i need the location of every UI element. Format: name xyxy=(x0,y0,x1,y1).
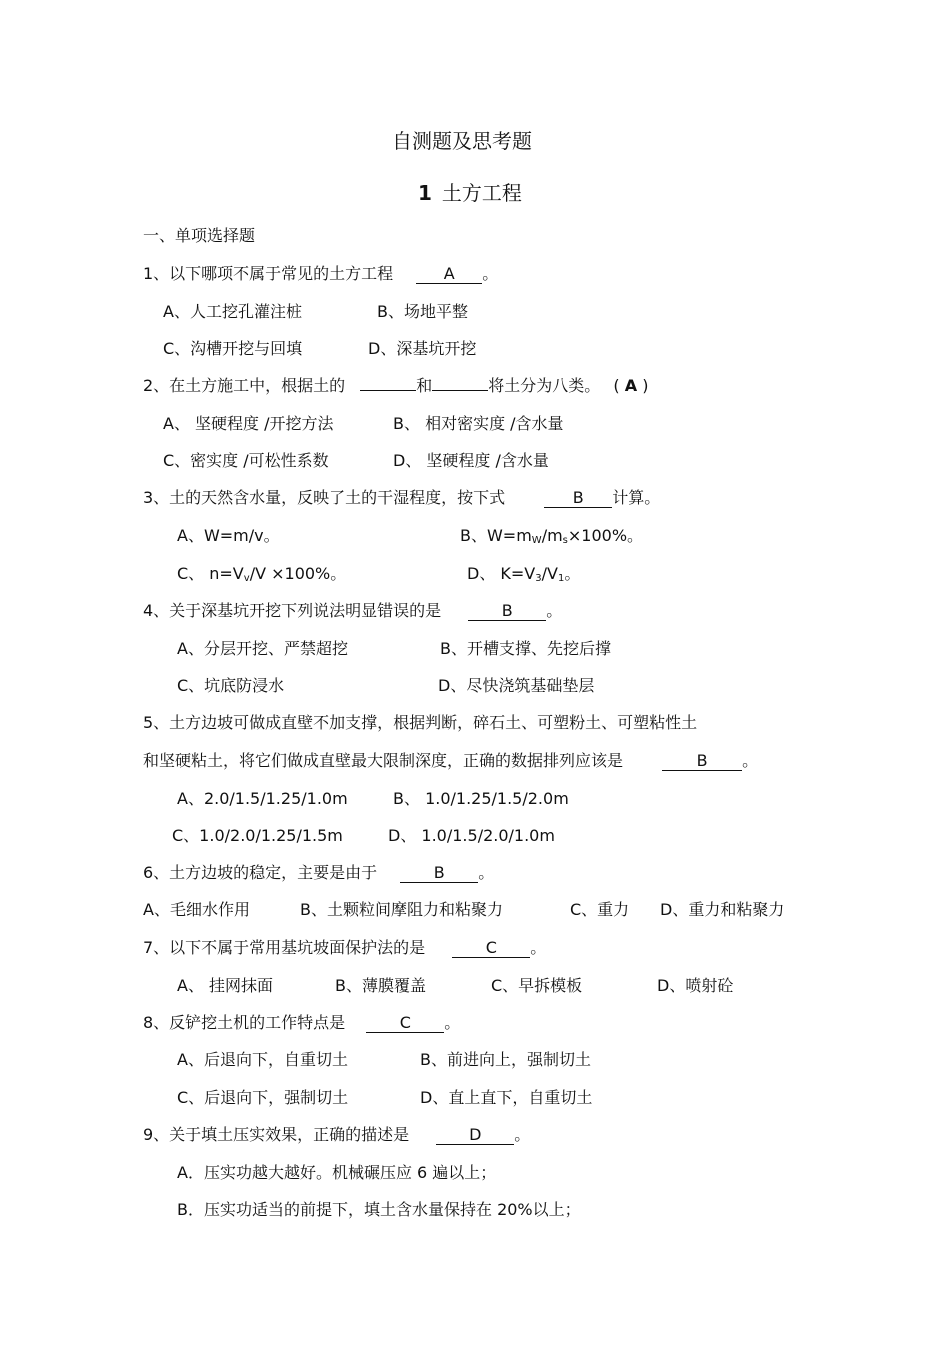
question-8-option-b: B、前进向上，强制切土 xyxy=(420,1050,591,1069)
question-1-option-d: D、深基坑开挖 xyxy=(368,339,477,358)
question-2-option-b: B、 相对密实度 /含水量 xyxy=(393,414,564,433)
question-2-answer: A xyxy=(624,376,638,395)
question-4-stem: 4、关于深基坑开挖下列说法明显错误的是 B 。 xyxy=(143,601,563,620)
question-3-option-c: C、 $n=V_v/V \times 100\%$。 xyxy=(177,564,347,584)
question-2-option-d: D、 坚硬程度 /含水量 xyxy=(393,451,549,470)
question-2-option-c: C、密实度 /可松性系数 xyxy=(163,451,329,470)
question-3-option-d: D、 $K=V_3/V_1$。 xyxy=(467,564,581,584)
question-7-option-b: B、薄膜覆盖 xyxy=(335,976,426,995)
chapter-number: 1 xyxy=(418,181,432,205)
question-7-option-c: C、早拆模板 xyxy=(491,976,583,995)
question-2-blank-2 xyxy=(432,390,488,391)
question-8-stem: 8、反铲挖土机的工作特点是 C 。 xyxy=(143,1013,461,1032)
question-4-option-b: B、开槽支撑、先挖后撑 xyxy=(440,639,611,658)
question-8-option-a: A、后退向下，自重切土 xyxy=(177,1050,348,1069)
question-7-stem: 7、以下不属于常用基坑坡面保护法的是 C 。 xyxy=(143,938,547,957)
question-6-option-a: A、毛细水作用 xyxy=(143,900,250,919)
question-1-option-c: C、沟槽开挖与回填 xyxy=(163,339,303,358)
question-8-answer: C xyxy=(366,1014,444,1033)
question-5-stem-line-1: 5、土方边坡可做成直壁不加支撑，根据判断，碎石土、可塑粉土、可塑粘性土 xyxy=(143,713,698,732)
question-7-answer: C xyxy=(452,939,530,958)
question-1-stem: 1、以下哪项不属于常见的土方工程 A 。 xyxy=(143,264,499,283)
question-9-option-b: B．压实功适当的前提下，填土含水量保持在 20%以上； xyxy=(177,1200,581,1219)
question-4-option-a: A、分层开挖、严禁超挖 xyxy=(177,639,348,658)
question-1-answer: A xyxy=(416,265,482,284)
question-2-stem: 2、在土方施工中，根据土的 和 将土分为八类。 ( A ) xyxy=(143,376,649,395)
question-5-answer: B xyxy=(662,752,742,771)
question-6-option-d: D、重力和粘聚力 xyxy=(660,900,785,919)
question-7-option-d: D、喷射砼 xyxy=(657,976,734,995)
page-title: 自测题及思考题 xyxy=(392,129,532,153)
question-8-option-d: D、直上直下，自重切土 xyxy=(420,1088,593,1107)
question-2-option-a: A、 坚硬程度 /开挖方法 xyxy=(163,414,334,433)
question-1-option-a: A、人工挖孔灌注桩 xyxy=(163,302,302,321)
question-3-option-b: B、$W=m_W/m_s\times 100\%$。 xyxy=(460,526,644,546)
question-4-option-c: C、坑底防浸水 xyxy=(177,676,285,695)
question-7-option-a: A、 挂网抹面 xyxy=(177,976,274,995)
question-9-stem: 9、关于填土压实效果，正确的描述是 D 。 xyxy=(143,1125,531,1144)
question-3-option-a: A、W=m/v。 xyxy=(177,526,280,545)
question-4-answer: B xyxy=(468,602,546,621)
question-1-option-b: B、场地平整 xyxy=(377,302,468,321)
question-8-option-c: C、后退向下，强制切土 xyxy=(177,1088,349,1107)
question-5-option-b: B、 1.0/1.25/1.5/2.0m xyxy=(393,789,569,808)
section-heading: 一、单项选择题 xyxy=(143,226,256,245)
question-5-option-a: A、2.0/1.5/1.25/1.0m xyxy=(177,789,348,808)
question-5-option-c: C、1.0/2.0/1.25/1.5m xyxy=(172,826,343,845)
question-6-answer: B xyxy=(400,864,478,883)
question-6-stem: 6、土方边坡的稳定，主要是由于 B 。 xyxy=(143,863,495,882)
question-3-answer: B xyxy=(544,489,612,508)
question-6-option-b: B、土颗粒间摩阻力和粘聚力 xyxy=(300,900,503,919)
question-6-option-c: C、重力 xyxy=(570,900,630,919)
question-9-option-a: A．压实功越大越好。机械碾压应 6 遍以上； xyxy=(177,1163,497,1182)
question-4-option-d: D、尽快浇筑基础垫层 xyxy=(438,676,595,695)
chapter-title: 土方工程 xyxy=(441,181,522,205)
question-5-option-d: D、 1.0/1.5/2.0/1.0m xyxy=(388,826,555,845)
question-5-stem-line-2: 和坚硬粘土，将它们做成直壁最大限制深度，正确的数据排列应该是 B 。 xyxy=(143,751,759,770)
question-2-blank-1 xyxy=(360,390,416,391)
question-3-stem: 3、土的天然含水量，反映了土的干湿程度，按下式 B 计算。 xyxy=(143,488,661,507)
chapter-heading xyxy=(418,180,522,206)
question-9-answer: D xyxy=(436,1126,514,1145)
